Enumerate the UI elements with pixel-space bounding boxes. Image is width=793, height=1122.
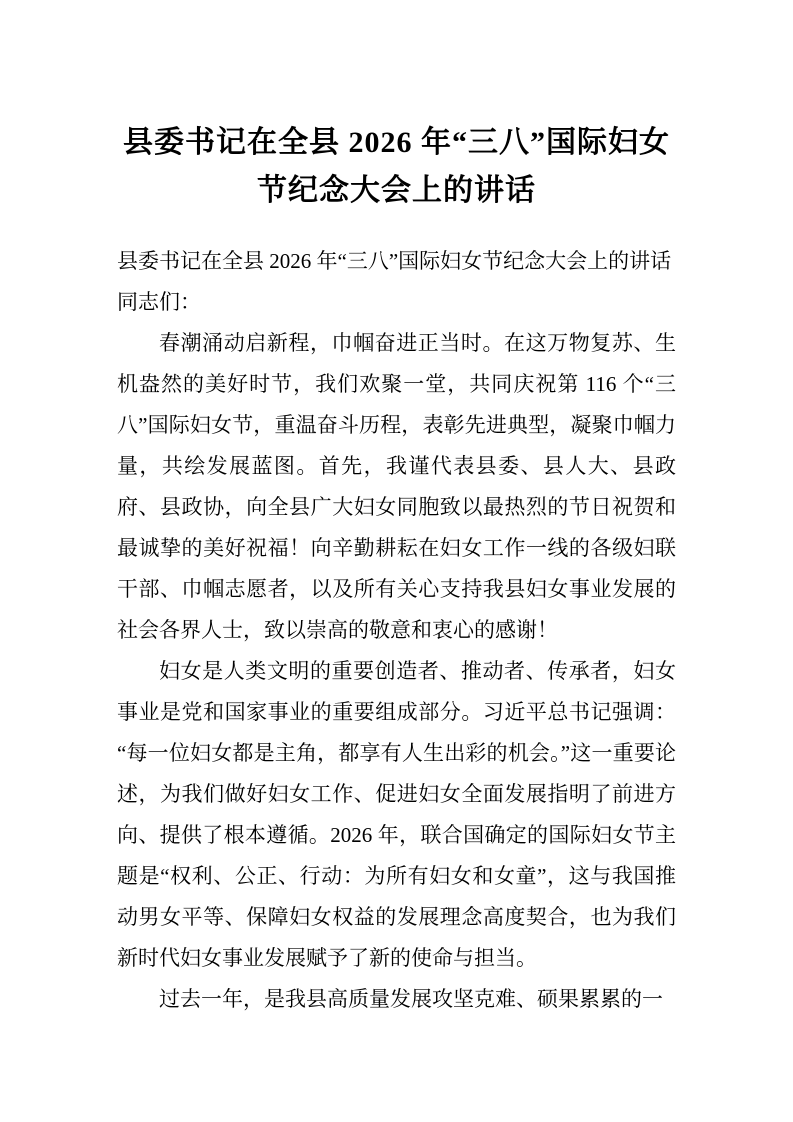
paragraph-greeting: 春潮涌动启新程，巾帼奋进正当时。在这万物复苏、生机盎然的美好时节，我们欢聚一堂，共同庆祝第 116 个“三八”国际妇女节，重温奋斗历程，表彰先进典型，凝聚巾帼力量，共绘发展蓝图。首先，我谨代表县委、县人大、县政府、县政协，向全县广大妇女同胞致以最热烈的节日祝贺和最诚挚的美好祝福！向辛勤耕耘在妇女工作一线的各级妇联干部、巾帼志愿者，以及所有关心支持我县妇女事业发展的社会各界人士，致以崇高的敬意和衷心的感谢！ [117,331,676,642]
document-title-line-2: 节纪念大会上的讲话 [257,174,536,207]
paragraph-past-year: 过去一年，是我县高质量发展攻坚克难、硕果累累的一 [159,987,663,1011]
paragraph-salutation: 同志们： [117,290,201,314]
paragraph-inner-title: 县委书记在全县 2026 年“三八”国际妇女节纪念大会上的讲话 [117,249,672,273]
document-title [117,119,676,215]
document-body [117,241,676,1020]
paragraph-significance: 妇女是人类文明的重要创造者、推动者、传承者，妇女事业是党和国家事业的重要组成部分。习近平总书记强调：“每一位妇女都是主角，都享有人生出彩的机会。”这一重要论述，为我们做好妇女工作、促进妇女全面发展指明了前进方向、提供了根本遵循。2026 年，联合国确定的国际妇女节主题是“权利、公正、行动：为所有妇女和女童”，这与我国推动男女平等、保障妇女权益的发展理念高度契合，也为我们新时代妇女事业发展赋予了新的使命与担当。 [117,659,676,970]
document-title-line-1: 县委书记在全县 2026 年“三八”国际妇女 [123,126,670,159]
